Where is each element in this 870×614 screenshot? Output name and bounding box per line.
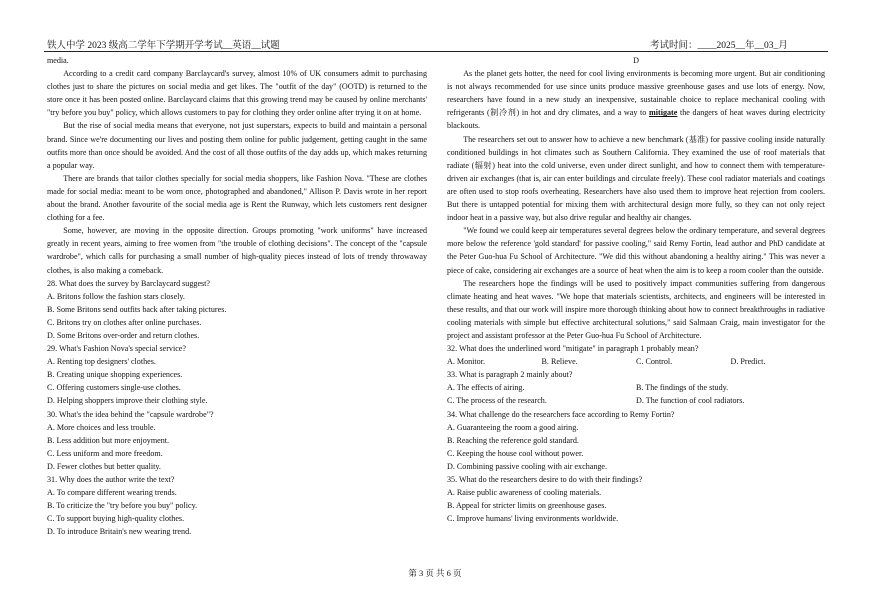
option: A. Guaranteeing the room a good airing. (447, 422, 579, 432)
options-row (447, 394, 825, 407)
option: A. The effects of airing. (447, 383, 525, 393)
option: A. Britons follow the fashion stars closely. (47, 291, 185, 301)
passage-c-paragraph-1: According to a credit card company Barclaycard's survey, almost 10% of UK consumers admit to purchasing clothes just to share the pictures on social media and get likes. The "outfit of the day" (OOTD) is returned to the store once it has been posted online. Barclaycard claims that this growing trend may be caused by online merchants' "try before you buy" policy, which allows customers to pay for clothing they order online after trying it on at home. (47, 69, 427, 118)
option: C. Keeping the house cool without power. (447, 448, 584, 458)
question-33: 33. What is paragraph 2 mainly about? (447, 370, 573, 380)
option: A. Renting top designers' clothes. (47, 357, 156, 367)
option: C. Improve humans' living environments worldwide. (447, 514, 619, 524)
option: C. Control. (636, 357, 673, 367)
question-31: 31. Why does the author write the text? (47, 475, 175, 484)
question-32: 32. What does the underlined word "mitigate" in paragraph 1 probably mean? (447, 344, 699, 354)
question-29: 29. What's Fashion Nova's special service? (47, 344, 186, 354)
passage-c-paragraph-4: Some, however, are moving in the opposite direction. Groups promoting "work uniforms" have increased greatly in recent years, aiming to free women from "the trouble of clothing decisions". The concept of the "capsule wardrobe", which calls for purchasing a small number of high-quality pieces instead of lots of trendy throwaway clothes, is also making a comeback. (47, 226, 427, 275)
option: D. Combining passive cooling with air exchange. (447, 461, 608, 471)
passage-c-paragraph-3: There are brands that tailor clothes specially for social media shoppers, like Fashion Nova. "These are clothes made for social media: meant to be worn once, photographed and abandoned," Allison P. Davis wrote in her report about the brand. Another favourite of the social media age is Rent the Runway, which lets customers rent designer clothing for a fee. (47, 173, 427, 223)
option: B. Reaching the reference gold standard. (447, 435, 579, 445)
passage-d-paragraph-3: "We found we could keep air temperatures several degrees below the ordinary temperature, and several degrees more below the reference 'gold standard' for passive cooling," said Remy Fortin, lead author and PhD candidate at the Peter Guo-hua Fu School of Architecture. "We did this without abandoning a healthy airing." This was never a piece of cake, considering air exchanges are a source of heat when the aim is to keep a room cooler than the outside. (447, 226, 825, 275)
option: B. Appeal for stricter limits on greenhouse gases. (447, 501, 607, 511)
underlined-word: mitigate (649, 108, 678, 118)
page-number: 第 3 页 共 6 页 (408, 568, 462, 578)
option: C. Britons try on clothes after online purchases. (47, 317, 202, 327)
option: A. Raise public awareness of cooling materials. (447, 488, 602, 498)
section-label: D (633, 56, 639, 65)
option: B. Relieve. (541, 357, 578, 367)
option: B. Some Britons send outfits back after taking pictures. (47, 304, 227, 314)
option: B. Less addition but more enjoyment. (47, 435, 170, 445)
right-column (447, 54, 825, 525)
text-run: the dangers of heat waves during electricity blackouts. (447, 108, 825, 131)
passage-d-paragraph-1 (447, 67, 825, 132)
options-row (447, 355, 825, 368)
option: D. Helping shoppers improve their clothing style. (47, 396, 208, 406)
passage-c-paragraph-2: But the rise of social media means that everyone, not just superstars, expects to build and maintain a personal brand. Since we're documenting our lives and posting them online for public judgement, getting caught in the same outfits more than once should be avoided. And the cost of all those outfits of the day adds up, which makes returning a popular way. (47, 121, 427, 170)
passage-fragment: media. (47, 56, 69, 65)
option: C. Offering customers single-use clothes. (47, 383, 181, 393)
option: D. Some Britons over-order and return clothes. (47, 330, 200, 340)
question-28: 28. What does the survey by Barclaycard suggest? (47, 278, 211, 288)
header-exam-time: 考试时间：____2025__年__03_月 (650, 41, 788, 51)
option: D. To introduce Britain's new wearing trend. (47, 527, 192, 537)
question-35: 35. What do the researchers desire to do with their findings? (447, 475, 643, 484)
option: A. To compare different wearing trends. (47, 488, 177, 498)
options-row (447, 381, 825, 394)
passage-d-paragraph-2: The researchers set out to answer how to achieve a new benchmark (基准) for passive cooling inside naturally conditioned buildings in hot climates such as Southern California. They examined the use of roof materials that radiate (辐射) heat into the cold universe, even under direct sunlight, and how to connect them with temperature-driven air exchanges (that is, air can enter buildings and circulate freely). These cool radiator materials and coatings are often used to stop roofs overheating. Researchers have also used them to improve heat rejection from coolers. But there is untapped potential for mixing them with architectural design more fully, so they can not only reject indoor heat in a passive way, but also drive regular and healthy air changes. (447, 134, 825, 223)
option: B. To criticize the "try before you buy" policy. (47, 501, 198, 511)
passage-d-paragraph-4: The researchers hope the findings will be used to positively impact communities suffering from dangerous climate heating and heat waves. "We hope that materials scientists, architects, and engineers will be interested in these results, and that our work will inspire more thorough thinking about how to connect breakthroughs in radiative cooling materials with simple but effective architectural solutions," said Salmaan Craig, main investigator for the project and assistant professor at the Peter Guo-hua Fu School of Architecture. (447, 278, 825, 340)
option: C. Less uniform and more freedom. (47, 448, 163, 458)
header-title: 铁人中学 2023 级高二学年下学期开学考试__英语__试题 (47, 41, 280, 51)
text-run: As the planet gets hotter, the need for cool living environments is becoming more urgent. But air conditioning is not always recommended for use since units produce massive greenhouse gases and use lots of energy. Now, researchers have found in a new study an inexpensive, sustainable choice to replace mechanical cooling with refrigerants (制冷剂) in hot and dry climates, and a way to (447, 69, 825, 118)
option: D. Fewer clothes but better quality. (47, 461, 161, 471)
option: C. The process of the research. (447, 396, 547, 406)
header-divider (44, 51, 828, 52)
option: B. Creating unique shopping experiences. (47, 370, 183, 380)
option: D. Predict. (730, 357, 766, 367)
question-30: 30. What's the idea behind the "capsule wardrobe"? (47, 409, 214, 419)
option: B. The findings of the study. (636, 383, 729, 393)
option: D. The function of cool radiators. (636, 396, 745, 406)
left-column (47, 54, 427, 538)
question-34: 34. What challenge do the researchers face according to Remy Fortin? (447, 409, 675, 419)
option: A. Monitor. (447, 357, 485, 367)
option: A. More choices and less trouble. (47, 422, 156, 432)
option: C. To support buying high-quality clothes. (47, 514, 185, 524)
